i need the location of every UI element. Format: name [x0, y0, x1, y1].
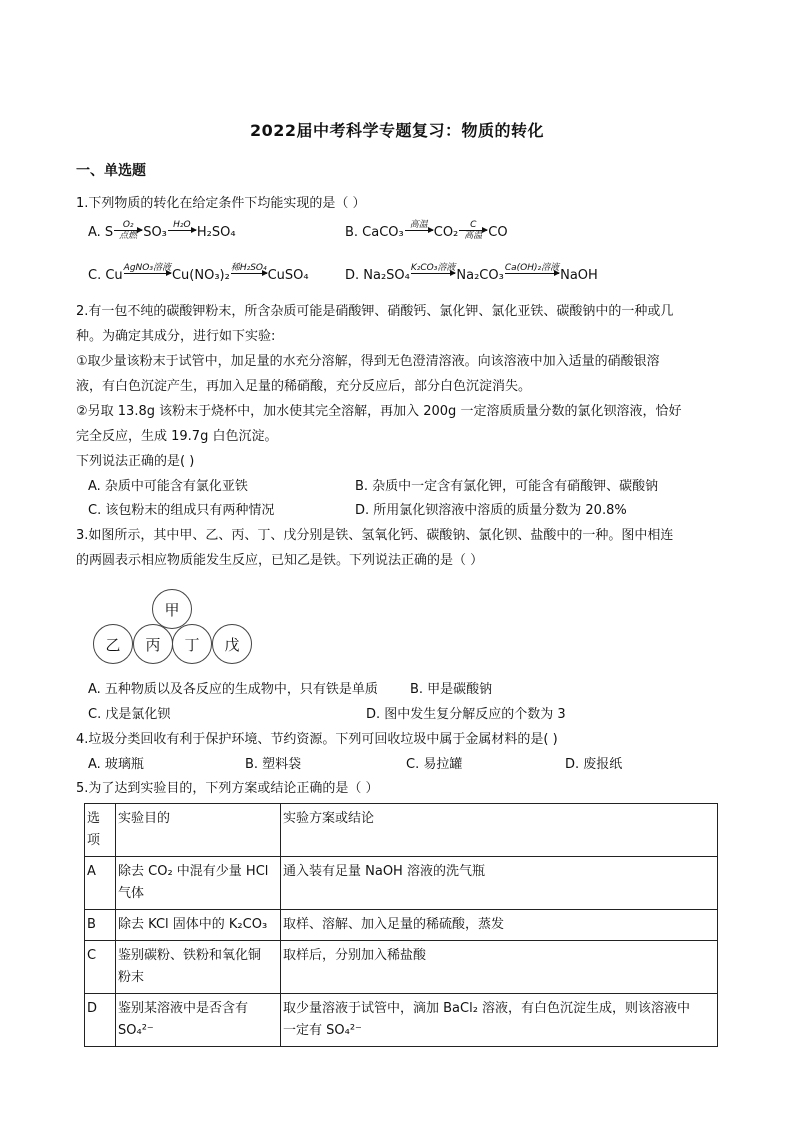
reaction-arrow: C 高温 — [459, 220, 487, 241]
header-option: 选 项 — [85, 804, 116, 857]
section-heading: 一、单选题 — [76, 163, 146, 179]
circle-ding: 丁 — [172, 624, 212, 664]
q4-option-d: D. 废报纸 — [565, 757, 623, 772]
table-row: D 鉴别某溶液中是否含有 SO₄²⁻ 取少量溶液于试管中，滴加 BaCl₂ 溶液，有白色沉淀生成，则该溶液中 一定有 SO₄²⁻ — [85, 994, 718, 1047]
page-title: 2022届中考科学专题复习：物质的转化 — [249, 121, 545, 140]
circle-bing: 丙 — [133, 624, 173, 664]
q2-line-3: ①取少量该粉末于试管中，加足量的水充分溶解，得到无色澄清溶液。向该溶液中加入适量的硝酸银溶 — [76, 354, 660, 369]
circle-jia: 甲 — [152, 589, 192, 629]
q1-stem: 1.下列物质的转化在给定条件下均能实现的是（ ） — [76, 196, 366, 211]
table-header-row — [85, 804, 718, 857]
q3-line-1: 3.如图所示，其中甲、乙、丙、丁、戊分别是铁、氢氧化钙、碳酸钠、氯化钡、盐酸中的一种。图中相连 — [76, 528, 674, 543]
table-row: A 除去 CO₂ 中混有少量 HCl 气体 通入装有足量 NaOH 溶液的洗气瓶 — [85, 857, 718, 910]
header-goal: 实验目的 — [116, 804, 281, 857]
q2-line-2: 种。为确定其成分，进行如下实验: — [76, 329, 276, 344]
q2-line-5: ②另取 13.8g 该粉末于烧杯中，加水使其完全溶解，再加入 200g 一定溶质质量分数的氯化钡溶液，恰好 — [76, 404, 682, 419]
q2-option-b: B. 杂质中一定含有氯化钾，可能含有硝酸钾、碳酸钠 — [355, 479, 659, 494]
q4-stem: 4.垃圾分类回收有利于保护环境、节约资源。下列可回收垃圾中属于金属材料的是( ) — [76, 732, 558, 747]
q3-line-2: 的两圆表示相应物质能发生反应，已知乙是铁。下列说法正确的是（ ） — [76, 553, 484, 568]
q2-line-6: 完全反应，生成 19.7g 白色沉淀。 — [76, 429, 278, 444]
q2-line-7: 下列说法正确的是( ) — [76, 454, 195, 469]
reaction-arrow: AgNO₃溶液 — [123, 263, 171, 273]
reaction-arrow: H₂O — [168, 220, 196, 241]
table-row: B 除去 KCl 固体中的 K₂CO₃ 取样、溶解、加入足量的稀硫酸，蒸发 — [85, 910, 718, 941]
q2-line-4: 液，有白色沉淀产生，再加入足量的稀硝酸，充分反应后，部分白色沉淀消失。 — [76, 379, 532, 394]
reaction-arrow: O₂ 点燃 — [114, 220, 142, 241]
q1-option-c: C. Cu AgNO₃溶液 Cu(NO₃)₂ 稀H₂SO₄ CuSO₄ — [88, 263, 309, 283]
q4-option-b: B. 塑料袋 — [245, 757, 302, 772]
q1-option-a: A. S O₂ 点燃 SO₃ H₂O H₂SO₄ — [88, 220, 236, 241]
q4-option-a: A. 玻璃瓶 — [88, 757, 144, 772]
table-row: C 鉴别碳粉、铁粉和氧化铜 粉末 取样后，分别加入稀盐酸 — [85, 941, 718, 994]
reaction-arrow: 稀H₂SO₄ — [230, 263, 267, 273]
q2-option-a: A. 杂质中可能含有氯化亚铁 — [88, 479, 248, 494]
q5-table — [84, 803, 718, 1047]
q2-option-c: C. 该包粉末的组成只有两种情况 — [88, 503, 275, 518]
q3-option-a: A. 五种物质以及各反应的生成物中，只有铁是单质 — [88, 682, 378, 697]
reaction-arrow: 高温 — [405, 220, 433, 241]
q2-line-1: 2.有一包不纯的碳酸钾粉末，所含杂质可能是硝酸钾、硝酸钙、氯化钾、氯化亚铁、碳酸钠中的一种或几 — [76, 304, 674, 319]
q3-option-b: B. 甲是碳酸钠 — [410, 682, 493, 697]
header-plan: 实验方案或结论 — [281, 804, 718, 857]
circle-wu: 戊 — [212, 624, 252, 664]
q2-option-d: D. 所用氯化钡溶液中溶质的质量分数为 20.8% — [355, 503, 627, 518]
q1-option-b: B. CaCO₃ 高温 CO₂ C 高温 CO — [345, 220, 508, 241]
q1-option-d: D. Na₂SO₄ K₂CO₃溶液 Na₂CO₃ Ca(OH)₂溶液 NaOH — [345, 263, 598, 283]
q3-option-c: C. 戊是氯化钡 — [88, 707, 171, 722]
q3-option-d: D. 图中发生复分解反应的个数为 3 — [366, 707, 566, 722]
q4-option-c: C. 易拉罐 — [406, 757, 463, 772]
reaction-arrow: K₂CO₃溶液 — [410, 263, 456, 273]
circle-yi: 乙 — [93, 624, 133, 664]
q5-stem: 5.为了达到实验目的，下列方案或结论正确的是（ ） — [76, 781, 379, 796]
reaction-arrow: Ca(OH)₂溶液 — [504, 263, 560, 273]
